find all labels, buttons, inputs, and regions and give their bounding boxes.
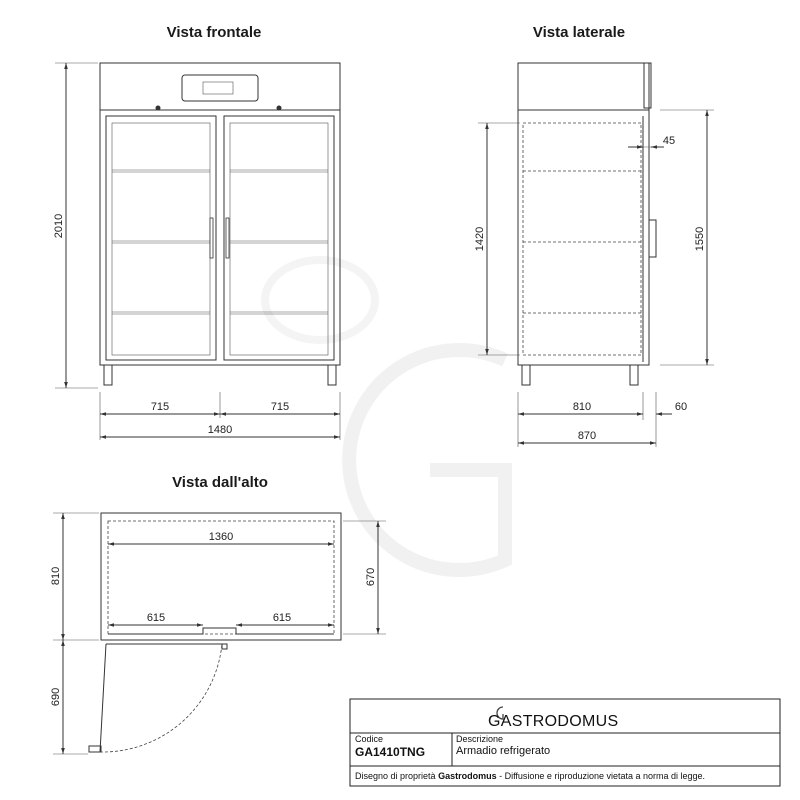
side-gap-label: 45: [662, 135, 676, 147]
right-foot: [328, 365, 336, 385]
watermark-logo: [265, 260, 505, 570]
description-value: Armadio refrigerato: [456, 745, 551, 757]
front-right-width-label: 715: [270, 401, 290, 413]
left-foot: [104, 365, 112, 385]
side-dimensions: [474, 110, 714, 447]
top-view: [89, 513, 341, 752]
top-dimensions: [50, 513, 386, 754]
side-view: [518, 63, 656, 385]
side-view-title: Vista laterale: [532, 24, 626, 41]
front-view-title: Vista frontale: [166, 24, 262, 41]
front-left-width-label: 715: [150, 401, 170, 413]
side-total-depth-label: 870: [577, 430, 597, 442]
control-panel: [182, 75, 258, 101]
side-inner-height-label: 1420: [474, 226, 486, 252]
code-label: Codice: [355, 734, 384, 744]
top-right-half-label: 615: [272, 612, 292, 624]
front-total-width-label: 1480: [207, 424, 233, 436]
front-dimensions: [53, 63, 340, 440]
top-depth-label: 810: [50, 566, 62, 586]
left-door: [106, 116, 216, 360]
description-label: Descrizione: [456, 734, 504, 744]
front-height-label: 2010: [53, 213, 65, 239]
top-door-swing-label: 690: [50, 687, 62, 707]
side-depth-label: 810: [572, 401, 592, 413]
top-inner-width-label: 1360: [208, 531, 234, 543]
right-handle: [226, 218, 229, 258]
title-block: [350, 699, 780, 786]
top-inner-depth-label: 670: [365, 567, 377, 587]
side-outer-height-label: 1550: [694, 226, 706, 252]
brand-name: Gastrodomus: [488, 713, 619, 730]
ownership-notice: Disegno di proprietà Gastrodomus - Diffusione e riproduzione vietata a norma di legge.: [355, 771, 706, 781]
top-left-half-label: 615: [146, 612, 166, 624]
top-view-title: Vista dall'alto: [172, 474, 268, 491]
code-value: GA1410TNG: [355, 745, 426, 759]
left-handle: [210, 218, 213, 258]
side-handle-depth-label: 60: [674, 401, 688, 413]
